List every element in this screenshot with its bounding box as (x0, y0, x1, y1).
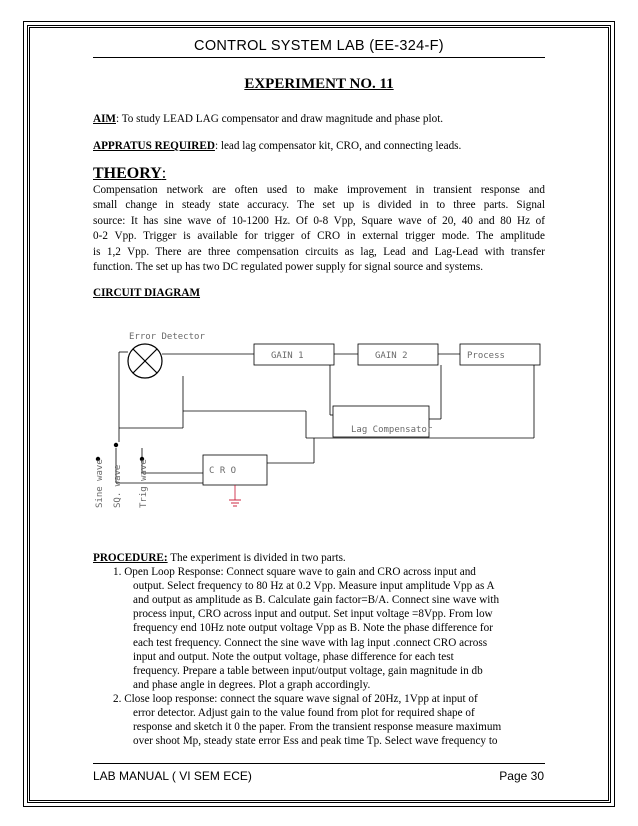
theory-line: function. The set up has two DC regulated power supply for signal source and systems. (93, 260, 484, 273)
procedure-line: output. Select frequency to 80 Hz at 0.2 Vpp. Measure input amplitude Vpp as A (133, 580, 495, 593)
procedure-intro-line (93, 551, 545, 565)
lag-compensator-label: Lag Compensator (351, 425, 433, 435)
sq-wave-label: SQ. wave (113, 464, 123, 508)
footer-rule (93, 763, 545, 764)
theory-line: 0-2 Vpp. Trigger is available for trigger of CRO in external trigger mode. The amplitude (93, 230, 545, 243)
apparatus-text: : lead lag compensator kit, CRO, and connecting leads. (214, 140, 462, 152)
procedure-line: 2. Close loop response: connect the square wave signal of 20Hz, 1Vpp at input of (113, 692, 478, 705)
procedure-label: PROCEDURE: (93, 552, 168, 564)
procedure-line: and output as amplitude as B. Calculate gain factor=B/A. Connect sine wave with (133, 594, 500, 607)
aim-line (93, 113, 443, 125)
error-detector-label: Error Detector (129, 332, 205, 342)
procedure-line: process input, CRO across input and output. Set input voltage =8Vpp. From low (133, 608, 493, 621)
trig-wave-label: Trig wave (139, 459, 149, 508)
gain1-label: GAIN 1 (271, 351, 304, 361)
procedure-intro: The experiment is divided in two parts. (167, 552, 346, 564)
theory-line: is 1,2 Vpp. There are three compensation circuits as lag, Lead and Lag-Lead with transfer (93, 245, 545, 258)
theory-heading (93, 165, 166, 183)
gain2-label: GAIN 2 (375, 351, 408, 361)
theory-heading-text: THEORY (93, 165, 162, 182)
page-number: Page 30 (499, 769, 544, 783)
procedure-line: input and output. Note the output voltage, phase difference for each test (133, 650, 454, 663)
procedure-line: 1. Open Loop Response: Connect square wave to gain and CRO across input and (113, 566, 476, 579)
procedure-line: frequency. Prepare a table between input/output voltage, gain magnitude in db (133, 664, 483, 677)
procedure-line: error detector. Adjust gain to the value found from plot for required shape of (133, 707, 475, 720)
theory-line: source: It has sine wave of 10-1200 Hz. Of 0-8 Vpp, Square wave of 20, 40 and 80 Hz of (93, 214, 545, 227)
procedure-line: each test frequency. Connect the sine wave with lag input .connect CRO across (133, 636, 488, 649)
sine-wave-label: Sine wave (95, 459, 105, 508)
header-rule (93, 57, 545, 58)
terminal-sq (114, 443, 118, 447)
procedure-line: over shoot Mp, steady state error Ess and peak time Tp. Select wave frequency to (133, 735, 498, 748)
procedure-line: and phase angle in degrees. Plot a graph accordingly. (133, 678, 371, 691)
theory-line: small change in steady state accuracy. The set up is divided in to three parts. Signal (93, 199, 545, 212)
theory-paragraph (93, 183, 545, 275)
circuit-heading: CIRCUIT DIAGRAM (93, 287, 201, 299)
apparatus-label: APPRATUS REQUIRED (93, 140, 215, 152)
process-label: Process (467, 351, 505, 361)
aim-label: AIM (93, 113, 116, 125)
experiment-title: EXPERIMENT NO. 11 (244, 76, 394, 92)
cro-label: C R O (209, 466, 237, 476)
apparatus-line (93, 140, 461, 152)
theory-heading-colon: : (161, 165, 167, 182)
procedure-line: frequency end 10Hz note output voltage Vpp as B. Note the phase difference for (133, 622, 493, 635)
circuit-diagram (93, 318, 545, 518)
procedure-line: response and sketch it 0 the paper. From the transient response measure maximum (133, 721, 502, 734)
theory-line: Compensation network are often used to make improvement in transient response and (93, 184, 545, 196)
running-header: CONTROL SYSTEM LAB (EE-324-F) (194, 38, 444, 54)
procedure-section (93, 551, 545, 748)
aim-text: : To study LEAD LAG compensator and draw magnitude and phase plot. (116, 113, 444, 125)
footer-left: LAB MANUAL ( VI SEM ECE) (93, 769, 252, 783)
